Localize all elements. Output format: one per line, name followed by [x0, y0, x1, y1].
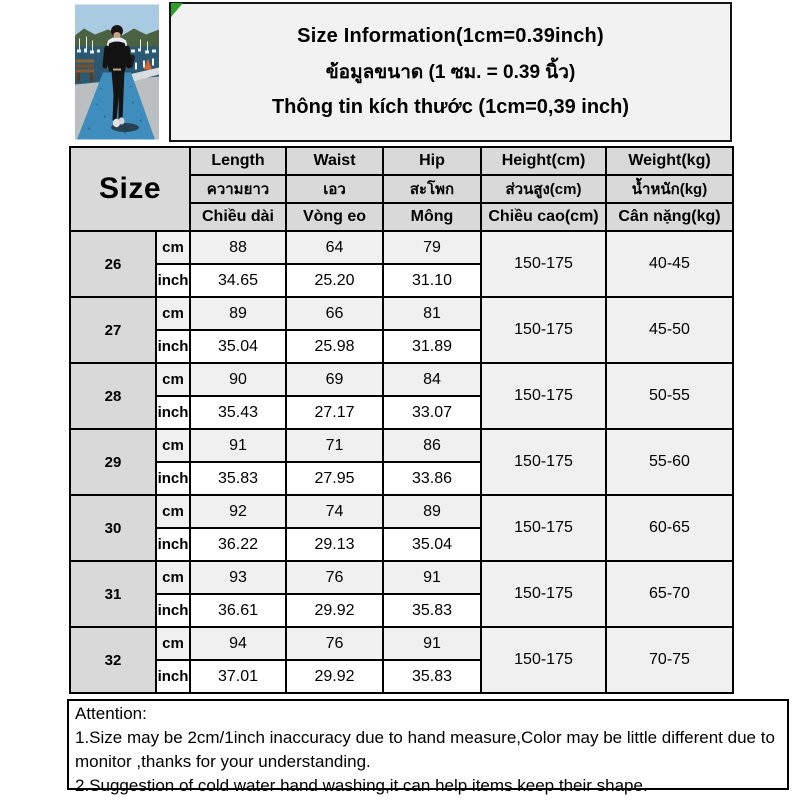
title-english: Size Information(1cm=0.39inch) — [297, 25, 604, 47]
size-27-label: 27 — [70, 297, 156, 363]
size-32-hip-inch: 35.83 — [383, 660, 481, 693]
unit-inch-label: inch — [156, 660, 190, 693]
size-26-length-cm: 88 — [190, 231, 286, 264]
size-30-height-range: 150-175 — [481, 495, 606, 561]
size-31-height-range: 150-175 — [481, 561, 606, 627]
size-28-height-range: 150-175 — [481, 363, 606, 429]
size-26-label: 26 — [70, 231, 156, 297]
size-26-length-inch: 34.65 — [190, 264, 286, 297]
size-30-label: 30 — [70, 495, 156, 561]
unit-cm-label: cm — [156, 231, 190, 264]
size-31-label: 31 — [70, 561, 156, 627]
size-28-weight-range: 50-55 — [606, 363, 733, 429]
size-32-weight-range: 70-75 — [606, 627, 733, 693]
col-header-length-th: ความยาว — [190, 175, 286, 203]
unit-inch-label: inch — [156, 264, 190, 297]
size-29-height-range: 150-175 — [481, 429, 606, 495]
attention-note-2: 2.Suggestion of cold water hand washing,it can help items keep their shape. — [75, 776, 648, 796]
col-header-length-en: Length — [190, 147, 286, 175]
unit-cm-label: cm — [156, 561, 190, 594]
col-header-weight-th: น้ำหนัก(kg) — [606, 175, 733, 203]
unit-cm-label: cm — [156, 429, 190, 462]
title-thai: ข้อมูลขนาด (1 ซม. = 0.39 นิ้ว) — [325, 62, 576, 83]
size-27-waist-cm: 66 — [286, 297, 383, 330]
model-photo — [75, 4, 159, 140]
size-28-label: 28 — [70, 363, 156, 429]
size-header: Size — [70, 147, 190, 231]
size-30-weight-range: 60-65 — [606, 495, 733, 561]
size-28-hip-cm: 84 — [383, 363, 481, 396]
col-header-hip-vi: Mông — [383, 203, 481, 231]
size-29-weight-range: 55-60 — [606, 429, 733, 495]
unit-inch-label: inch — [156, 396, 190, 429]
size-26-hip-cm: 79 — [383, 231, 481, 264]
size-27-weight-range: 45-50 — [606, 297, 733, 363]
size-31-waist-inch: 29.92 — [286, 594, 383, 627]
size-26-hip-inch: 31.10 — [383, 264, 481, 297]
size-27-waist-inch: 25.98 — [286, 330, 383, 363]
size-29-label: 29 — [70, 429, 156, 495]
size-27-height-range: 150-175 — [481, 297, 606, 363]
attention-heading: Attention: — [75, 704, 147, 723]
unit-cm-label: cm — [156, 297, 190, 330]
size-32-waist-inch: 29.92 — [286, 660, 383, 693]
attention-box — [67, 699, 789, 796]
size-32-hip-cm: 91 — [383, 627, 481, 660]
col-header-height-th: ส่วนสูง(cm) — [481, 175, 606, 203]
size-29-hip-inch: 33.86 — [383, 462, 481, 495]
size-30-length-cm: 92 — [190, 495, 286, 528]
size-27-hip-inch: 31.89 — [383, 330, 481, 363]
size-30-waist-cm: 74 — [286, 495, 383, 528]
col-header-hip-en: Hip — [383, 147, 481, 175]
size-28-length-inch: 35.43 — [190, 396, 286, 429]
size-29-waist-inch: 27.95 — [286, 462, 383, 495]
size-31-weight-range: 65-70 — [606, 561, 733, 627]
col-header-waist-vi: Vòng eo — [286, 203, 383, 231]
size-30-hip-inch: 35.04 — [383, 528, 481, 561]
col-header-waist-th: เอว — [286, 175, 383, 203]
title-vietnamese: Thông tin kích thước (1cm=0,39 inch) — [271, 96, 630, 118]
size-27-length-cm: 89 — [190, 297, 286, 330]
size-29-length-inch: 35.83 — [190, 462, 286, 495]
size-28-waist-inch: 27.17 — [286, 396, 383, 429]
col-header-height-vi: Chiều cao(cm) — [481, 203, 606, 231]
unit-inch-label: inch — [156, 528, 190, 561]
unit-inch-label: inch — [156, 594, 190, 627]
size-31-length-cm: 93 — [190, 561, 286, 594]
size-32-length-cm: 94 — [190, 627, 286, 660]
size-32-height-range: 150-175 — [481, 627, 606, 693]
size-29-waist-cm: 71 — [286, 429, 383, 462]
size-26-height-range: 150-175 — [481, 231, 606, 297]
unit-inch-label: inch — [156, 462, 190, 495]
size-31-length-inch: 36.61 — [190, 594, 286, 627]
col-header-height-en: Height(cm) — [481, 147, 606, 175]
size-26-weight-range: 40-45 — [606, 231, 733, 297]
size-info-title-box — [169, 2, 732, 142]
size-28-length-cm: 90 — [190, 363, 286, 396]
unit-cm-label: cm — [156, 363, 190, 396]
size-32-label: 32 — [70, 627, 156, 693]
attention-note-1: 1.Size may be 2cm/1inch inaccuracy due to hand measure,Color may be little different due to monitor ,thanks for your understanding. — [75, 728, 775, 772]
size-31-hip-cm: 91 — [383, 561, 481, 594]
col-header-length-vi: Chiều dài — [190, 203, 286, 231]
size-31-hip-inch: 35.83 — [383, 594, 481, 627]
size-30-length-inch: 36.22 — [190, 528, 286, 561]
size-30-hip-cm: 89 — [383, 495, 481, 528]
unit-inch-label: inch — [156, 330, 190, 363]
size-table — [69, 146, 734, 694]
col-header-hip-th: สะโพก — [383, 175, 481, 203]
col-header-waist-en: Waist — [286, 147, 383, 175]
size-29-length-cm: 91 — [190, 429, 286, 462]
col-header-weight-vi: Cân nặng(kg) — [606, 203, 733, 231]
size-27-hip-cm: 81 — [383, 297, 481, 330]
size-30-waist-inch: 29.13 — [286, 528, 383, 561]
green-corner-triangle-icon — [171, 3, 183, 17]
size-28-waist-cm: 69 — [286, 363, 383, 396]
size-28-hip-inch: 33.07 — [383, 396, 481, 429]
size-29-hip-cm: 86 — [383, 429, 481, 462]
size-26-waist-cm: 64 — [286, 231, 383, 264]
unit-cm-label: cm — [156, 495, 190, 528]
size-31-waist-cm: 76 — [286, 561, 383, 594]
size-27-length-inch: 35.04 — [190, 330, 286, 363]
size-26-waist-inch: 25.20 — [286, 264, 383, 297]
col-header-weight-en: Weight(kg) — [606, 147, 733, 175]
unit-cm-label: cm — [156, 627, 190, 660]
size-32-length-inch: 37.01 — [190, 660, 286, 693]
size-32-waist-cm: 76 — [286, 627, 383, 660]
